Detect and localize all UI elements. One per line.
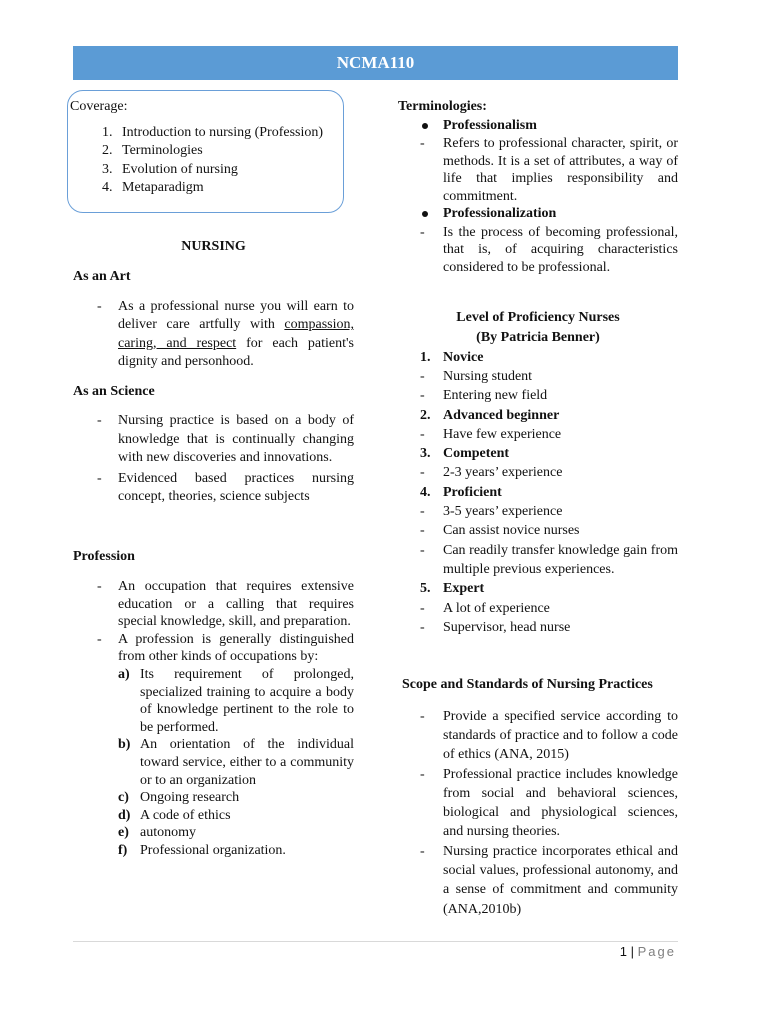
- page-footer: [620, 944, 676, 959]
- list-item: - Supervisor, head nurse: [398, 618, 678, 637]
- level-points: [398, 425, 678, 444]
- nursing-heading: NURSING: [181, 238, 246, 254]
- term-professionalization: Professionalization: [398, 205, 678, 224]
- list-marker: c): [118, 790, 129, 806]
- level-heading: [398, 348, 678, 367]
- list-item: [118, 789, 354, 807]
- term-bullet-list: [398, 117, 678, 136]
- list-item: - Is the process of becoming professional, that is, of acquiring characteristics considered to be professional.: [398, 224, 678, 277]
- list-text: A code of ethics: [140, 807, 231, 823]
- profession-list: [73, 578, 354, 860]
- list-item: 1. Introduction to nursing (Profession): [116, 124, 333, 143]
- list-item: [118, 824, 354, 842]
- list-marker: f): [118, 842, 128, 858]
- list-item: - A lot of experience: [398, 599, 678, 618]
- footer-separator: |: [630, 944, 634, 959]
- list-item: [118, 807, 354, 825]
- level-number: 3.: [420, 446, 431, 462]
- level-name: Expert: [443, 581, 485, 597]
- science-list: [73, 412, 354, 507]
- list-item: - 2-3 years’ experience: [398, 463, 678, 482]
- art-text-b: for each patient's dignity and personhood.: [118, 335, 354, 369]
- list-item: [73, 298, 354, 372]
- art-heading: As an Art: [73, 269, 131, 284]
- list-item: [118, 736, 354, 789]
- list-item: [118, 666, 354, 736]
- list-marker: d): [118, 807, 131, 823]
- level-points: [398, 599, 678, 638]
- list-item: [118, 842, 354, 860]
- list-item: - 3-5 years’ experience: [398, 502, 678, 521]
- list-item: - Refers to professional character, spirit, or methods. It is a set of attributes, a way of life that implies responsibility and commitment.: [398, 135, 678, 205]
- profession-criteria-list: [118, 666, 354, 860]
- level-number: 2.: [420, 407, 431, 423]
- list-item: - Can readily transfer knowledge gain from multiple previous experiences.: [398, 541, 678, 580]
- art-list: [73, 298, 354, 372]
- list-item: - Nursing practice incorporates ethical and social values, professional autonomy, and a sense of commitment and community (ANA,2010b): [398, 842, 678, 919]
- scope-heading: Scope and Standards of Nursing Practices: [402, 677, 653, 693]
- profession-item-text: A profession is generally distinguished from other kinds of occupations by:: [118, 631, 354, 665]
- level-heading: [398, 406, 678, 425]
- level-name: Proficient: [443, 484, 502, 500]
- document-title: NCMA110: [336, 53, 415, 72]
- list-item: - An occupation that requires extensive education or a calling that requires special knowledge, skill, and preparation.: [73, 578, 354, 631]
- list-text: Its requirement of prolonged, specialized training to acquire a body of knowledge pertinent to the role to be performed.: [140, 666, 354, 735]
- level-heading: [398, 483, 678, 502]
- right-column: [398, 98, 678, 919]
- proficiency-heading-line1: Level of Proficiency Nurses: [456, 309, 620, 325]
- list-text: autonomy: [140, 825, 196, 841]
- list-item: - Evidenced based practices nursing concept, theories, science subjects: [73, 470, 354, 507]
- list-item: - Can assist novice nurses: [398, 521, 678, 540]
- terminologies-heading: Terminologies:: [398, 99, 487, 114]
- list-item: [73, 631, 354, 860]
- list-item: 2. Terminologies: [116, 142, 333, 161]
- term-professionalism: Professionalism: [398, 117, 678, 136]
- art-text-underlined: compassion, caring, and respect: [118, 317, 354, 351]
- proficiency-levels: [398, 348, 678, 637]
- list-marker: e): [118, 825, 129, 841]
- level-points: [398, 502, 678, 579]
- list-item: - Professional practice includes knowledge from social and behavioral sciences, biological and physiological sciences, and nursing theories.: [398, 765, 678, 842]
- science-heading: As an Science: [73, 383, 155, 399]
- list-item: 3. Evolution of nursing: [116, 161, 333, 180]
- coverage-list: [70, 124, 333, 198]
- level-name: Novice: [443, 349, 484, 365]
- level-heading: [398, 444, 678, 463]
- list-item: 4. Metaparadigm: [116, 179, 333, 198]
- list-item: - Nursing practice is based on a body of knowledge that is continually changing with new discoveries and innovations.: [73, 412, 354, 468]
- document-title-banner: [73, 46, 678, 80]
- term-definition-list: [398, 224, 678, 277]
- term-definition-list: [398, 135, 678, 205]
- list-marker: b): [118, 737, 131, 753]
- list-item: - Have few experience: [398, 425, 678, 444]
- list-text: Professional organization.: [140, 842, 286, 858]
- level-name: Competent: [443, 446, 510, 462]
- level-points: [398, 367, 678, 406]
- level-points: [398, 463, 678, 482]
- term-bullet-list: [398, 205, 678, 224]
- level-name: Advanced beginner: [443, 407, 560, 423]
- level-heading: [398, 579, 678, 598]
- scope-list: [398, 707, 678, 919]
- footer-divider: [73, 941, 678, 942]
- left-column: [70, 90, 354, 860]
- page-label: Page: [637, 944, 676, 959]
- coverage-title: Coverage:: [70, 99, 128, 114]
- list-item: - Nursing student: [398, 367, 678, 386]
- list-marker: a): [118, 666, 130, 682]
- level-number: 5.: [420, 581, 431, 597]
- profession-heading: Profession: [73, 548, 135, 564]
- proficiency-heading-line2: (By Patricia Benner): [476, 330, 600, 346]
- list-text: An orientation of the individual toward service, either to a community or to an organization: [140, 737, 354, 788]
- list-text: Ongoing research: [140, 790, 240, 806]
- art-text-a: As a professional nurse you will earn to deliver care artfully with: [118, 298, 354, 332]
- level-number: 4.: [420, 484, 431, 500]
- list-item: - Entering new field: [398, 386, 678, 405]
- coverage-box: [67, 90, 344, 213]
- level-number: 1.: [420, 349, 431, 365]
- page-number: 1: [619, 944, 627, 959]
- list-item: - Provide a specified service according to standards of practice and to follow a code of ethics (ANA, 2015): [398, 707, 678, 765]
